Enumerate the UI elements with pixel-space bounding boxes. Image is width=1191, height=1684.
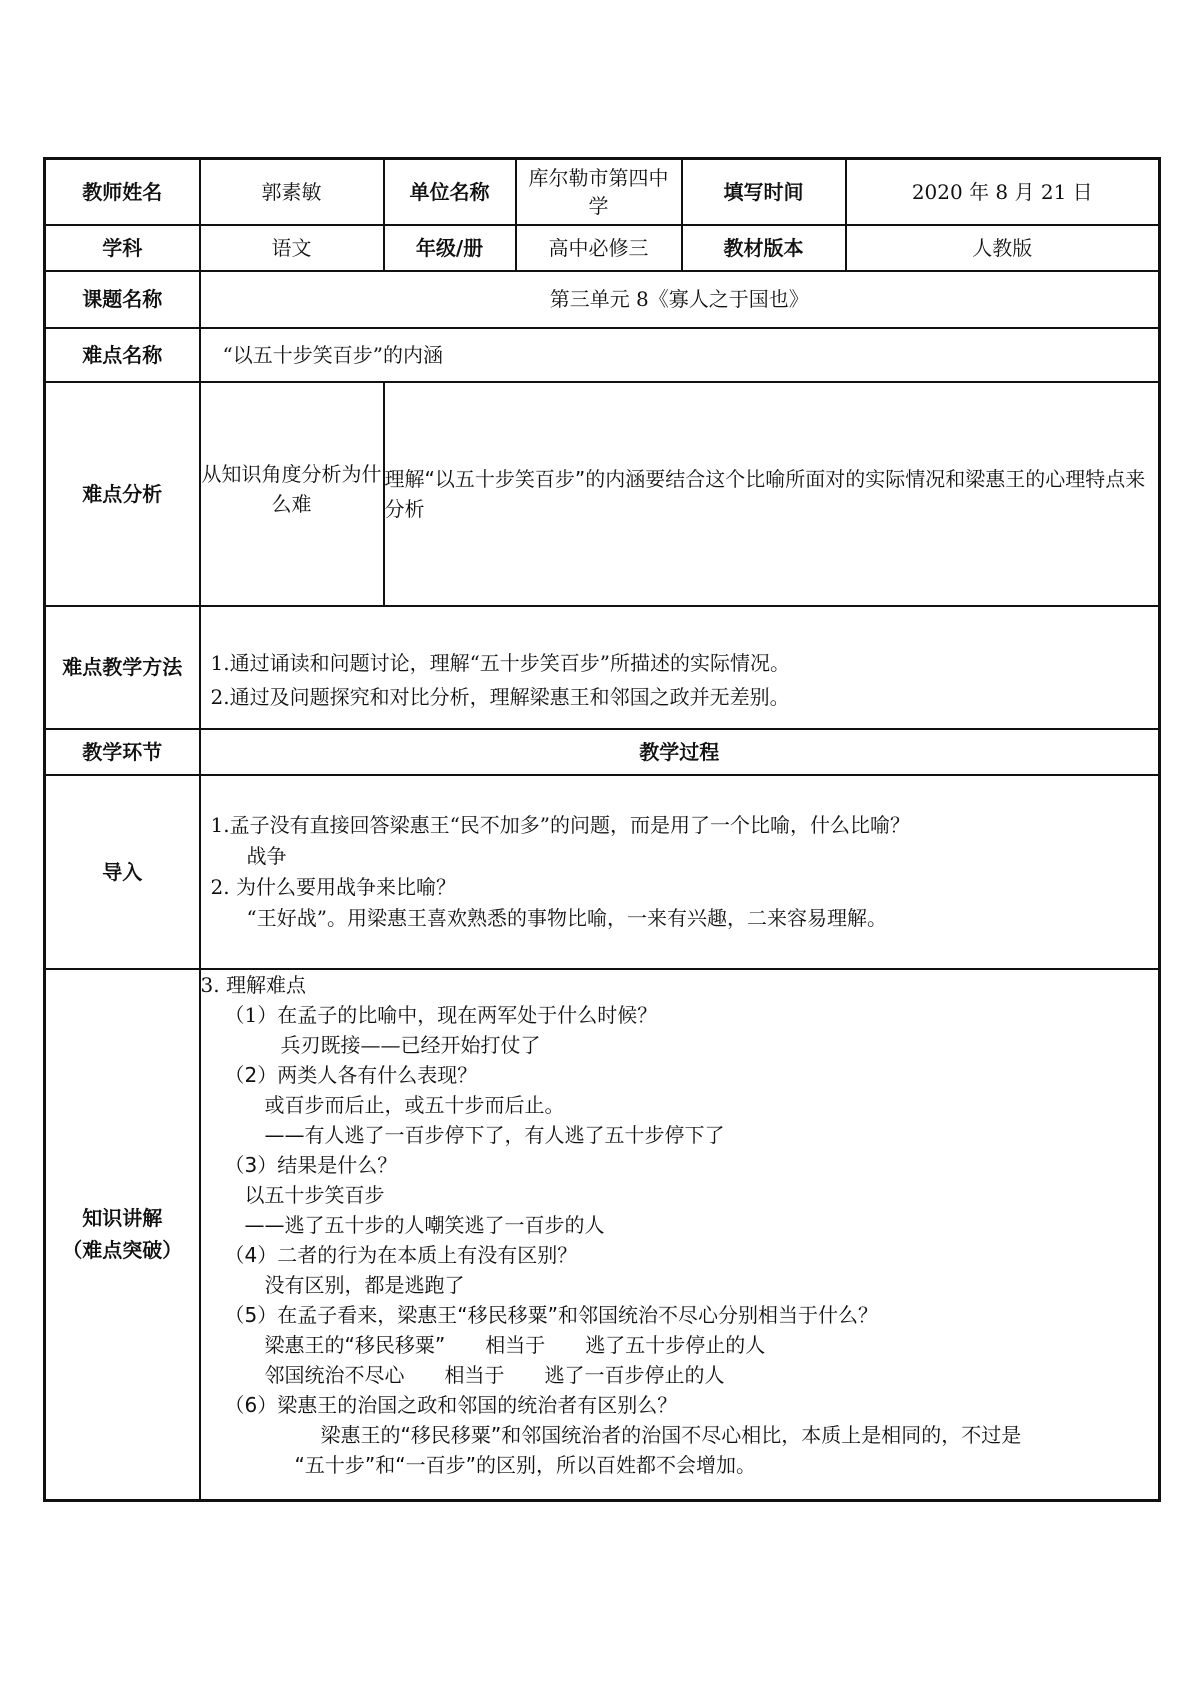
analysis-row: [45, 382, 1160, 606]
knowledge-line-7: （3）结果是什么？: [224, 1152, 398, 1177]
knowledge-line-15: （6）梁惠王的治国之政和邻国的统治者有区别么？: [224, 1392, 678, 1417]
knowledge-line-5: 或百步而后止，或五十步而后止。: [264, 1092, 565, 1117]
subject-label: 学科: [45, 225, 200, 271]
date-value: 2020 年 8 月 21 日: [846, 159, 1160, 225]
knowledge-line-6: ——有人逃了一百步停下了，有人逃了五十步停下了: [264, 1122, 725, 1147]
knowledge-line-17: “五十步”和“一百步”的区别，所以百姓都不会增加。: [294, 1452, 756, 1477]
intro-row: [45, 775, 1160, 969]
knowledge-label-line-2: （难点突破）: [62, 1238, 183, 1263]
intro-content: [200, 775, 1160, 969]
grade-label: 年级/册: [384, 225, 516, 271]
knowledge-line-16: 梁惠王的“移民移粟”和邻国统治者的治国不尽心相比，本质上是相同的，不过是: [320, 1422, 1022, 1447]
intro-label: 导入: [45, 775, 200, 969]
process-title: 教学过程: [200, 729, 1160, 775]
header-row-1: [45, 159, 1160, 225]
knowledge-line-13: [201, 1330, 1159, 1360]
unit-value: 库尔勒市第四中学: [516, 159, 682, 225]
knowledge-line-13-b: 相当于: [485, 1332, 546, 1357]
process-stage-label: 教学环节: [45, 729, 200, 775]
knowledge-line-14-a: 邻国统治不尽心: [264, 1362, 405, 1387]
intro-line-1: 1.孟子没有直接回答梁惠王“民不加多”的问题，而是用了一个比喻，什么比喻？: [210, 812, 911, 837]
knowledge-line-13-a: 梁惠王的“移民移粟”: [264, 1332, 446, 1357]
knowledge-row: [45, 969, 1160, 1501]
knowledge-line-14-b: 相当于: [444, 1362, 505, 1387]
knowledge-line-2: （1）在孟子的比喻中，现在两军处于什么时候？: [224, 1002, 658, 1027]
topic-row: [45, 271, 1160, 328]
method-label: 难点教学方法: [45, 606, 200, 729]
knowledge-line-8: 以五十步笑百步: [244, 1182, 385, 1207]
edition-label: 教材版本: [682, 225, 846, 271]
method-line-2: 2.通过及问题探究和对比分析，理解梁惠王和邻国之政并无差别。: [210, 685, 790, 709]
date-label: 填写时间: [682, 159, 846, 225]
difficulty-value: “以五十步笑百步”的内涵: [200, 328, 1160, 382]
knowledge-line-14-c: 逃了一百步停止的人: [544, 1362, 725, 1387]
teacher-label: 教师姓名: [45, 159, 200, 225]
subject-value: 语文: [200, 225, 384, 271]
method-row: [45, 606, 1160, 729]
knowledge-line-1: 3. 理解难点: [200, 972, 306, 997]
intro-line-2: 战争: [246, 843, 287, 868]
knowledge-line-10: （4）二者的行为在本质上有没有区别？: [224, 1242, 578, 1267]
teacher-value: 郭素敏: [200, 159, 384, 225]
analysis-sub-label: 从知识角度分析为什么难: [200, 382, 384, 606]
knowledge-line-3: 兵刃既接——已经开始打仗了: [280, 1032, 541, 1057]
knowledge-line-13-c: 逃了五十步停止的人: [585, 1332, 766, 1357]
process-header-row: [45, 729, 1160, 775]
analysis-label: 难点分析: [45, 382, 200, 606]
method-line-1: 1.通过诵读和问题讨论，理解“五十步笑百步”所描述的实际情况。: [210, 651, 791, 675]
method-content: [200, 606, 1160, 729]
knowledge-line-9: ——逃了五十步的人嘲笑逃了一百步的人: [244, 1212, 605, 1237]
intro-line-3: 2. 为什么要用战争来比喻？: [210, 874, 456, 899]
knowledge-label-line-1: 知识讲解: [82, 1206, 163, 1231]
knowledge-line-14: [201, 1360, 1159, 1390]
knowledge-label: [45, 969, 200, 1501]
intro-line-4: “王好战”。用梁惠王喜欢熟悉的事物比喻，一来有兴趣，二来容易理解。: [246, 905, 887, 930]
header-row-2: [45, 225, 1160, 271]
grade-value: 高中必修三: [516, 225, 682, 271]
difficulty-row: [45, 328, 1160, 382]
knowledge-content: [200, 969, 1160, 1501]
difficulty-label: 难点名称: [45, 328, 200, 382]
edition-value: 人教版: [846, 225, 1160, 271]
topic-value: 第三单元 8《寡人之于国也》: [200, 271, 1160, 328]
topic-label: 课题名称: [45, 271, 200, 328]
knowledge-line-11: 没有区别，都是逃跑了: [264, 1272, 465, 1297]
unit-label: 单位名称: [384, 159, 516, 225]
knowledge-line-12: （5）在孟子看来，梁惠王“移民移粟”和邻国统治不尽心分别相当于什么？: [224, 1302, 878, 1327]
lesson-plan-table: [43, 157, 1161, 1502]
analysis-text: 理解“以五十步笑百步”的内涵要结合这个比喻所面对的实际情况和梁惠王的心理特点来分析: [384, 382, 1160, 606]
knowledge-line-4: （2）两类人各有什么表现？: [224, 1062, 478, 1087]
